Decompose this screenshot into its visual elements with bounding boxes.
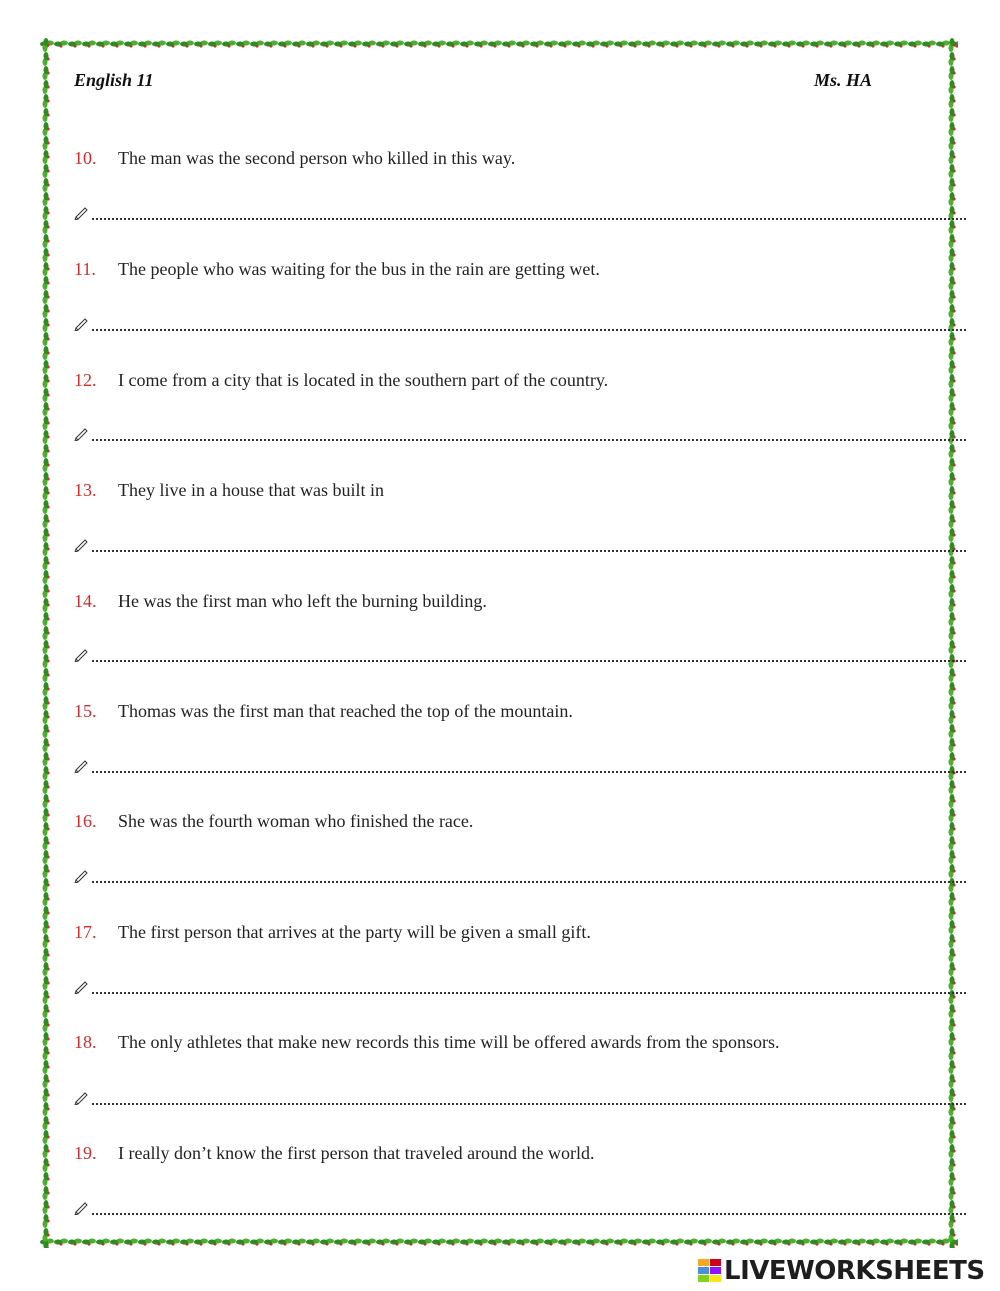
answer-line-13[interactable] — [74, 536, 966, 556]
pencil-icon — [74, 315, 90, 331]
question-18 — [74, 1032, 779, 1053]
question-text: The only athletes that make new records this time will be offered awards from the sponsors. — [118, 1032, 780, 1052]
question-number: 19. — [74, 1143, 97, 1163]
answer-line-15[interactable] — [74, 757, 966, 777]
pencil-icon — [74, 867, 90, 883]
answer-line-12[interactable] — [74, 425, 966, 445]
holly-border-bottom — [40, 1236, 958, 1248]
question-text: I really don’t know the first person that traveled around the world. — [118, 1143, 595, 1163]
logo-text: LIVEWORKSHEETS — [724, 1256, 985, 1286]
question-number: 13. — [74, 480, 97, 500]
question-text: The man was the second person who killed in this way. — [118, 148, 516, 168]
question-14 — [74, 591, 487, 612]
pencil-icon — [74, 757, 90, 773]
pencil-icon — [74, 978, 90, 994]
holly-border-top — [40, 38, 958, 50]
question-19 — [74, 1143, 595, 1164]
question-number: 12. — [74, 370, 97, 390]
question-11 — [74, 259, 600, 280]
question-10 — [74, 148, 515, 169]
answer-line-11[interactable] — [74, 315, 966, 335]
pencil-icon — [74, 646, 90, 662]
question-text: I come from a city that is located in the southern part of the country. — [118, 370, 609, 390]
answer-line-19[interactable] — [74, 1199, 966, 1219]
question-text: Thomas was the first man that reached the top of the mountain. — [118, 701, 573, 721]
question-text: She was the fourth woman who finished the race. — [118, 811, 474, 831]
answer-line-17[interactable] — [74, 978, 966, 998]
pencil-icon — [74, 425, 90, 441]
pencil-icon — [74, 1089, 90, 1105]
liveworksheets-logo-icon — [698, 1259, 722, 1283]
pencil-icon — [74, 536, 90, 552]
question-number: 11. — [74, 259, 96, 279]
question-text: He was the first man who left the burning building. — [118, 591, 487, 611]
holly-border-left — [40, 38, 52, 1248]
answer-line-18[interactable] — [74, 1089, 966, 1109]
question-text: The people who was waiting for the bus in the rain are getting wet. — [118, 259, 600, 279]
liveworksheets-logo[interactable] — [698, 1256, 994, 1286]
pencil-icon — [74, 204, 90, 220]
answer-line-10[interactable] — [74, 204, 966, 224]
question-16 — [74, 811, 473, 832]
question-number: 17. — [74, 922, 97, 942]
question-number: 10. — [74, 148, 97, 168]
question-number: 16. — [74, 811, 97, 831]
question-12 — [74, 370, 608, 391]
course-title: English 11 — [74, 70, 154, 90]
question-number: 14. — [74, 591, 97, 611]
answer-line-14[interactable] — [74, 646, 966, 666]
teacher-name: Ms. HA — [814, 70, 873, 90]
question-number: 15. — [74, 701, 97, 721]
answer-line-16[interactable] — [74, 867, 966, 887]
question-17 — [74, 922, 591, 943]
question-15 — [74, 701, 573, 722]
question-text: They live in a house that was built in — [118, 480, 384, 500]
question-number: 18. — [74, 1032, 97, 1052]
question-text: The first person that arrives at the party will be given a small gift. — [118, 922, 591, 942]
pencil-icon — [74, 1199, 90, 1215]
question-13 — [74, 480, 384, 501]
